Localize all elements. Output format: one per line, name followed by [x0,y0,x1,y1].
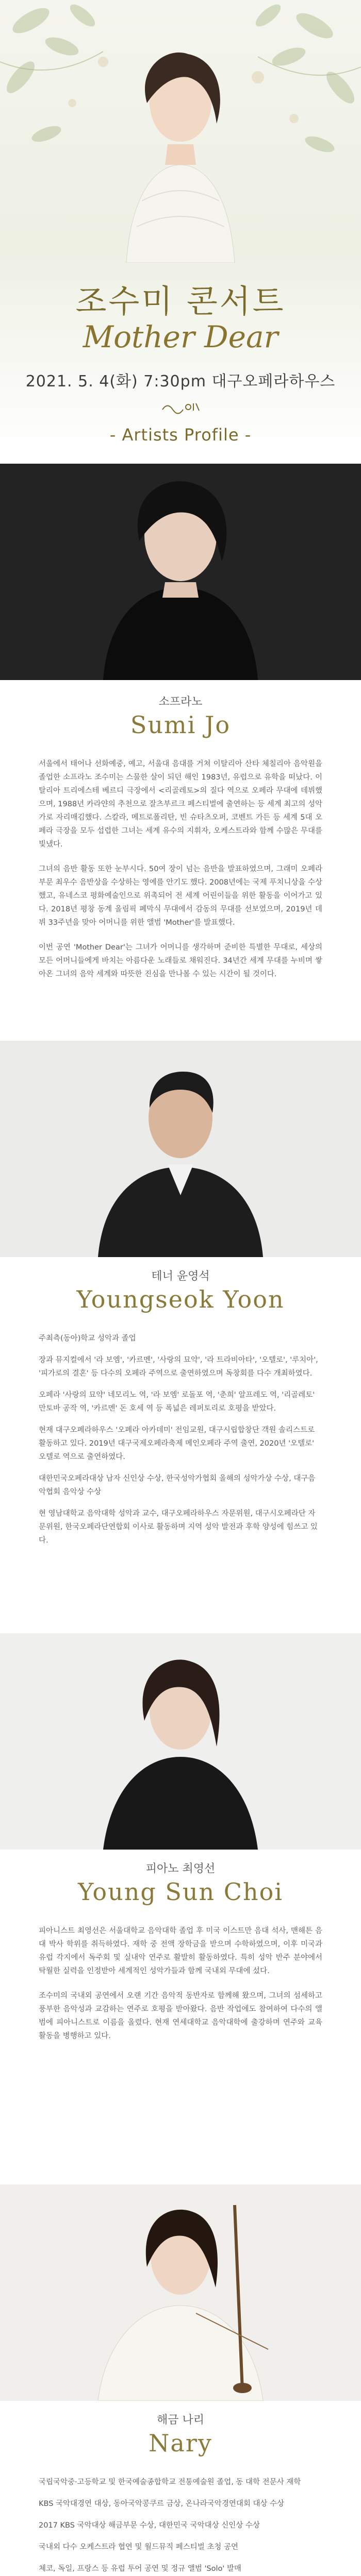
youngseok-yoon-bio [39,1332,322,1555]
sumi-jo-name: Sumi Jo [130,711,231,739]
bio-paragraph: 이번 공연 'Mother Dear'는 그녀가 어머니를 생각하며 준비한 특별한 무대로, 세상의 모든 어머니들에게 바치는 아름다운 노래들로 채워진다. 34년간 세계 무대를 누비며 쌓아온 그녀의 음악 세계와 따뜻한 진심을 만나볼 수 있는 시간이 될 것이다. [39,943,322,978]
sumi-jo-role: 소프라노 [158,696,203,708]
youngseok-yoon-role [0,1267,361,1283]
bio-item: 오페라 '사랑의 묘약' 네모리노 역, '라 보엠' 로돌포 역, '춘희' 알프레도 역, '리골레토' 만토바 공작 역, '카르멘' 돈 호세 역 등 폭넓은 레퍼토리로 호평을 받았다. [39,1391,315,1413]
name-korean: 최영선 [182,1862,216,1875]
role-text: 테너 [151,1270,173,1283]
soprano-portrait-image [111,46,250,263]
young-sun-choi-name: Young Sun Choi [78,1878,283,1906]
logo-icon [160,399,201,415]
sumi-jo-bio [39,757,322,992]
name-korean: 나리 [182,2414,205,2427]
young-sun-choi-photo [0,1633,361,1850]
nary-photo [0,2184,361,2401]
bio-header: 주최측(동아)학교 성악과 졸업 [39,1334,136,1343]
role-text: 피아노 [145,1862,179,1875]
young-sun-choi-role [0,1860,361,1876]
concert-date-venue: 2021. 5. 4(화) 7:30pm 대구오페라하우스 [25,372,336,391]
bio-item: 현재 대구오페라하우스 '오페라 아카데미' 전임교원, 대구시립합창단 객원 솔리스트로 활동하고 있다. 2019년 대구국제오페라축제 메인오페라 주역 출연, 2020년 '오텔로' 오텔로 역으로 출연하였다. [39,1426,315,1461]
bio-paragraph: 그녀의 음반 활동 또한 눈부시다. 50여 장이 넘는 음반을 발표하였으며, 그래미 오페라 부문 최우수 음반상을 수상하는 영예를 안기도 했다. 2008년에는 국제 푸치니상을 수상했고, 유네스코 평화예술인으로 위촉되어 전 세계 어린이들을 위한 활동을 이어가고 있다. 2018년 평창 동계 올림픽 폐막식 무대에서 감동의 무대를 선보였으며, 2019년 데뷔 33주년을 맞아 어머니를 위한 앨범 'Mother'를 발표했다. [39,865,323,927]
bio-item: 2017 KBS 국악대상 해금부문 수상, 대한민국 국악대상 신인상 수상 [39,2521,260,2530]
bio-item: 국내외 다수 오케스트라 협연 및 월드뮤직 페스티벌 초청 공연 [39,2543,239,2551]
bio-paragraph: 피아니스트 최영선은 서울대학교 음악대학 졸업 후 미국 이스트만 음대 석사, 맨해튼 음대 박사 학위를 취득하였다. 재학 중 전액 장학금을 받으며 수학하였으며, 이후 미국과 유럽 각지에서 독주회 및 실내악 연주로 활발히 활동하였다. 특히 성악 반주 분야에서 탁월한 실력을 인정받아 세계적인 성악가들과 함께 국내외 무대에 섰다. [39,1927,322,1975]
nary-role [0,2411,361,2427]
name-korean: 윤영석 [176,1270,210,1283]
bio-paragraph: 서울에서 태어나 선화예중, 예고, 서울대 음대를 거쳐 이탈리아 산타 체칠리아 음악원을 졸업한 소프라노 조수미는 스물한 살이 되던 해인 1983년, 유럽으로 유학을 떠났다. 이탈리아 트리에스테 베르디 극장에서 <리골레토>의 질다 역으로 오페라 무대에 데뷔했으며, 1988년 카라얀의 추천으로 잘츠부르크 페스티벌에 출연하는 등 세계 최고의 성악가로 자리매김했다. 스칼라, 메트로폴리탄, 빈 슈타츠오퍼, 코벤트 가든 등 세계 5대 오페라 극장을 모두 섭렵한 그녀는 세계 유수의 지휘자, 오케스트라와 함께 수많은 무대를 빛냈다. [39,760,322,849]
artists-profile-heading: - Artists Profile - [109,425,252,445]
youngseok-yoon-photo [0,1041,361,1257]
nary-name: Nary [149,2429,212,2457]
youngseok-yoon-name: Youngseok Yoon [76,1285,285,1313]
bio-item: 현 영남대학교 음악대학 성악과 교수, 대구오페라하우스 자문위원, 대구시오페라단 자문위원, 한국오페라단연합회 이사로 활동하며 지역 성악 발전과 후학 양성에 힘쓰고 있다. [39,1510,318,1545]
bio-item: 장과 뮤지컬에서 '라 보엠', '카르멘', '사랑의 묘약', '라 트라비아타', '오텔로', '루치아', '피가로의 결혼' 등 다수의 오페라 주역으로 출연하였으며 독창회를 다수 개최하였다. [39,1356,318,1378]
concert-subtitle: Mother Dear [83,319,278,354]
sumi-jo-photo [0,464,361,680]
bio-item: 국립국악중·고등학교 및 한국예술종합학교 전통예술원 졸업, 동 대학 전문사 재학 [39,2478,301,2486]
concert-title: 조수미 콘서트 [75,282,286,320]
bio-item: 대한민국오페라대상 남자 신인상 수상, 한국성악가협회 올해의 성악가상 수상, 대구음악협회 음악상 수상 [39,1475,316,1496]
bio-item: 체코, 독일, 프랑스 등 유럽 투어 공연 및 정규 앨범 'Solo' 발매 [39,2565,242,2573]
nary-bio [39,2476,322,2576]
bio-item: KBS 국악대경연 대상, 동아국악콩쿠르 금상, 온나라국악경연대회 대상 수상 [39,2500,285,2508]
bio-paragraph: 조수미의 국내외 공연에서 오랜 기간 음악적 동반자로 함께해 왔으며, 그녀의 섬세하고 풍부한 음악성과 교감하는 연주로 호평을 받아왔다. 음반 작업에도 참여하여 다수의 앨범에 피아니스트로 이름을 올렸다. 현재 연세대학교 음악대학에 출강하며 연주와 교육 활동을 병행하고 있다. [39,1992,322,2040]
hero-banner [0,0,361,453]
young-sun-choi-bio [39,1924,322,2054]
role-text: 해금 [156,2414,179,2427]
